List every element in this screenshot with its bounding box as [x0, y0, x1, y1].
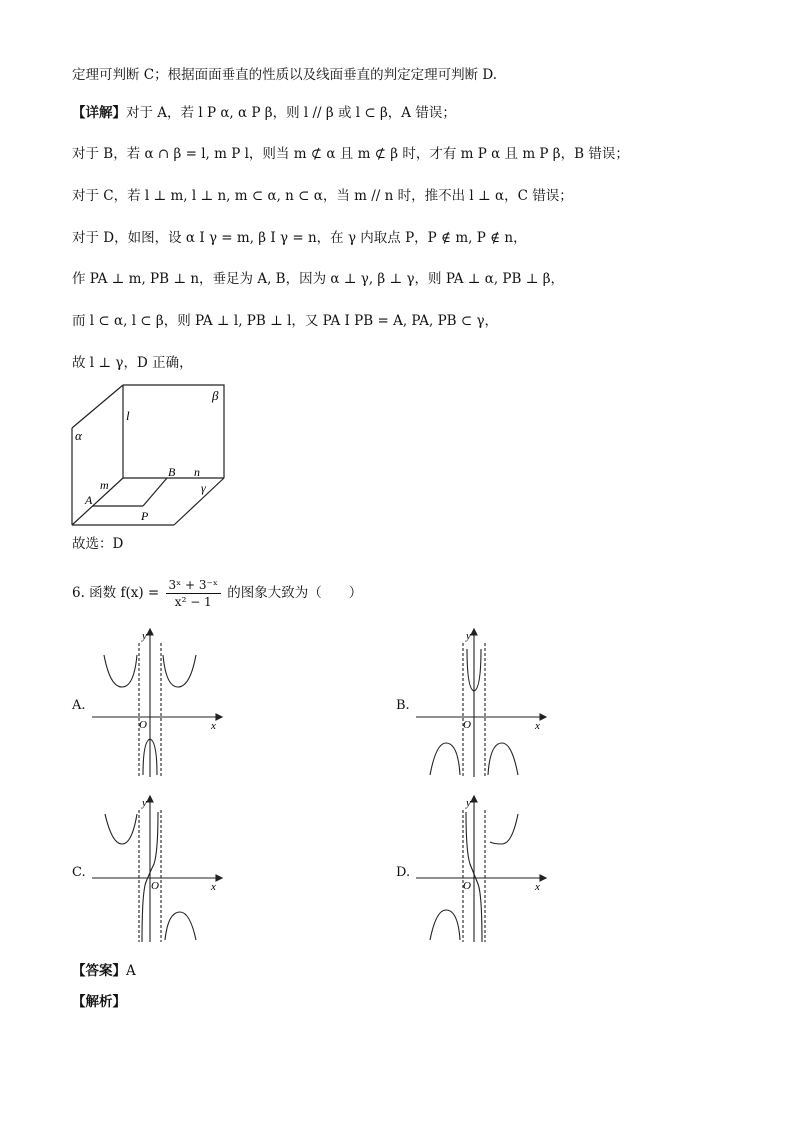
label-gamma: γ — [201, 481, 206, 495]
analysis-line — [72, 993, 126, 1011]
analysis-label: 【解析】 — [72, 994, 126, 1010]
detail-label: 【详解】 — [72, 105, 126, 121]
question-prefix: 6. 函数 f(x) = — [72, 585, 160, 601]
detail-text: 对于 A，若 l P α, α P β，则 l // β 或 l ⊂ β，A 错误； — [126, 105, 456, 121]
axis-y-a: y — [142, 630, 147, 642]
label-n: n — [194, 465, 200, 479]
axis-x-d: x — [535, 881, 540, 893]
plane-figure — [66, 380, 236, 532]
detail-line — [72, 104, 456, 122]
origin-c: O — [151, 880, 159, 892]
text-line-perp: 作 PA ⊥ m, PB ⊥ n，垂足为 A, B，因为 α ⊥ γ, β ⊥ γ，则 PA ⊥ α, PB ⊥ β， — [72, 271, 565, 287]
label-l: l — [126, 408, 130, 423]
axis-y-b: y — [466, 630, 471, 642]
answer-line — [72, 962, 136, 980]
text-line-1: 定理可判断 C；根据面面垂直的性质以及线面垂直的判定定理可判断 D. — [72, 67, 498, 83]
text-line-then: 而 l ⊂ α, l ⊂ β，则 PA ⊥ l, PB ⊥ l，又 PA I PB = A, PA, PB ⊂ γ， — [72, 313, 499, 329]
graph-option-a — [90, 625, 225, 780]
label-alpha: α — [75, 428, 82, 443]
axis-y-d: y — [466, 797, 471, 809]
label-B: B — [168, 465, 176, 479]
axis-x-a: x — [211, 720, 216, 732]
origin-d: O — [463, 880, 471, 892]
text-line-b: 对于 B，若 α ∩ β = l, m P l，则当 m ⊄ α 且 m ⊄ β 时，才有 m P α 且 m P β，B 错误； — [72, 146, 629, 162]
answer-label: 【答案】 — [72, 963, 126, 979]
axis-x-c: x — [211, 881, 216, 893]
text-line-d: 对于 D，如图，设 α I γ = m, β I γ = n，在 γ 内取点 P，P ∉ m, P ∉ n， — [72, 230, 527, 246]
graph-option-d — [414, 792, 549, 947]
label-m: m — [100, 478, 109, 492]
text-line-c: 对于 C，若 l ⊥ m, l ⊥ n, m ⊂ α, n ⊂ α，当 m // n 时，推不出 l ⊥ α，C 错误； — [72, 188, 573, 204]
label-beta: β — [212, 388, 219, 403]
graph-option-b — [414, 625, 549, 780]
axis-x-b: x — [535, 720, 540, 732]
option-a-label: A. — [72, 698, 86, 713]
graph-option-c — [90, 792, 225, 947]
answer-value: A — [126, 963, 136, 979]
option-d-label: D. — [396, 865, 411, 880]
option-c-label: C. — [72, 865, 86, 880]
label-P: P — [141, 509, 149, 523]
origin-a: O — [139, 719, 147, 731]
question-suffix: 的图象大致为（ ） — [227, 585, 363, 601]
axis-y-c: y — [142, 797, 147, 809]
fraction-numerator: 3ˣ + 3⁻ˣ — [166, 577, 221, 594]
origin-b: O — [463, 719, 471, 731]
option-b-label: B. — [396, 698, 410, 713]
text-choice-d: 故选：D — [72, 536, 124, 552]
fraction-denominator: x² − 1 — [174, 595, 212, 609]
question-fraction — [166, 577, 221, 610]
question-6 — [72, 576, 362, 610]
text-line-conclusion: 故 l ⊥ γ，D 正确， — [72, 355, 193, 371]
label-A: A — [85, 493, 93, 507]
